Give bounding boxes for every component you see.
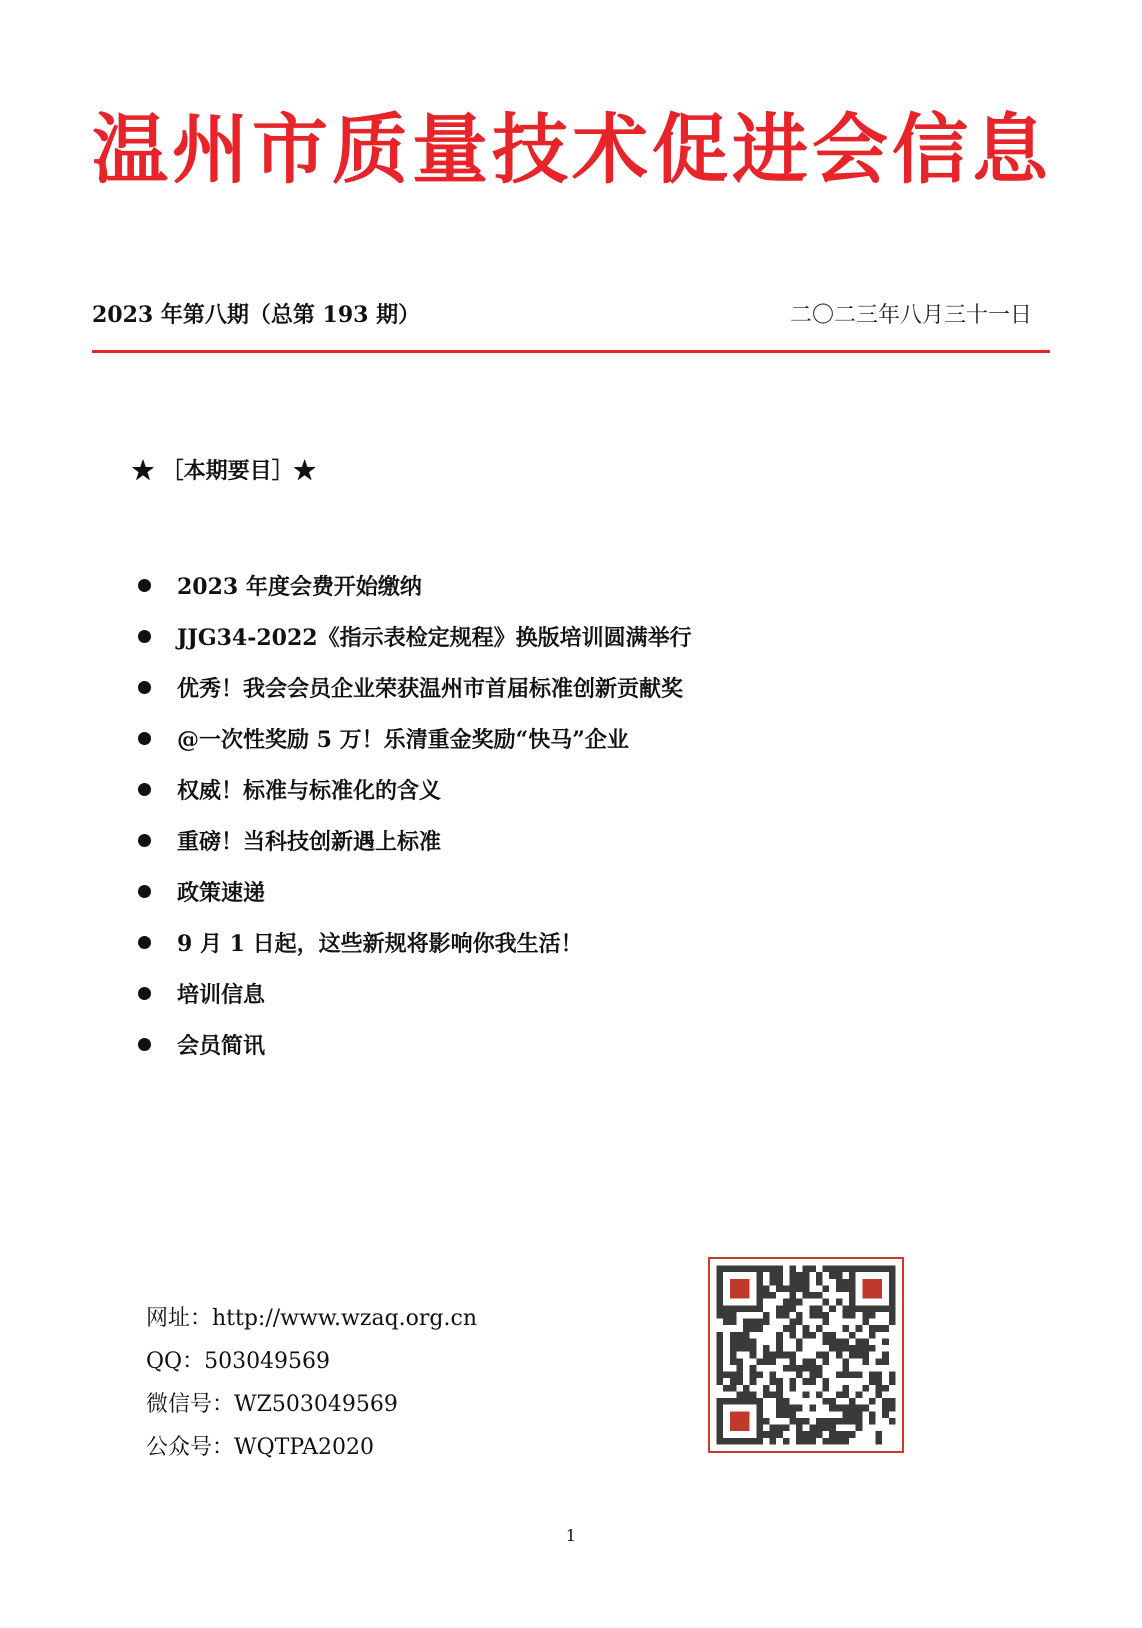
toc-item-label: @一次性奖励 5 万！乐清重金奖励“快马”企业 — [177, 727, 629, 753]
wechat-id: 微信号：WZ503049569 — [146, 1392, 398, 1417]
toc-item-label: 重磅！当科技创新遇上标准 — [177, 829, 442, 855]
bullet-icon — [138, 732, 151, 745]
bullet-icon — [138, 834, 151, 847]
contact-info — [146, 1295, 477, 1467]
public-account-id: 公众号：WQTPA2020 — [146, 1435, 374, 1460]
toc-item-label: 优秀！我会会员企业荣获温州市首届标准创新贡献奖 — [177, 676, 684, 702]
header-divider — [92, 350, 1050, 353]
issue-number: 2023 年第八期（总第 193 期） — [92, 302, 421, 328]
toc-item-label: 培训信息 — [177, 982, 266, 1008]
qq-number: QQ：503049569 — [146, 1349, 331, 1374]
toc-item — [138, 815, 692, 866]
toc-item — [138, 560, 692, 611]
page-title: 温州市质量技术促进会信息 — [92, 105, 1052, 194]
toc-item — [138, 968, 692, 1019]
toc-item-label: 权威！标准与标准化的含义 — [177, 778, 442, 804]
toc-item — [138, 1019, 692, 1070]
bullet-icon — [138, 783, 151, 796]
bullet-icon — [138, 681, 151, 694]
toc-item-label: 政策速递 — [177, 880, 266, 906]
bullet-icon — [138, 630, 151, 643]
bullet-icon — [138, 1038, 151, 1051]
toc-item-label: 会员简讯 — [177, 1033, 266, 1059]
table-of-contents — [138, 560, 692, 1070]
bullet-icon — [138, 987, 151, 1000]
bullet-icon — [138, 885, 151, 898]
toc-item — [138, 917, 692, 968]
toc-item — [138, 713, 692, 764]
toc-item — [138, 866, 692, 917]
website-link[interactable]: 网址：http://www.wzaq.org.cn — [146, 1306, 477, 1331]
toc-item-label: 9 月 1 日起，这些新规将影响你我生活！ — [177, 931, 583, 957]
qr-code-icon — [708, 1257, 904, 1453]
toc-item-label: JJG34-2022《指示表检定规程》换版培训圆满举行 — [177, 625, 692, 651]
toc-item — [138, 662, 692, 713]
highlights-heading: ★ ［本期要目］★ — [132, 458, 316, 484]
bullet-icon — [138, 579, 151, 592]
toc-item — [138, 611, 692, 662]
bullet-icon — [138, 936, 151, 949]
toc-item — [138, 764, 692, 815]
page-number: 1 — [565, 1526, 577, 1545]
issue-date: 二〇二三年八月三十一日 — [789, 303, 1032, 328]
toc-item-label: 2023 年度会费开始缴纳 — [177, 574, 422, 600]
